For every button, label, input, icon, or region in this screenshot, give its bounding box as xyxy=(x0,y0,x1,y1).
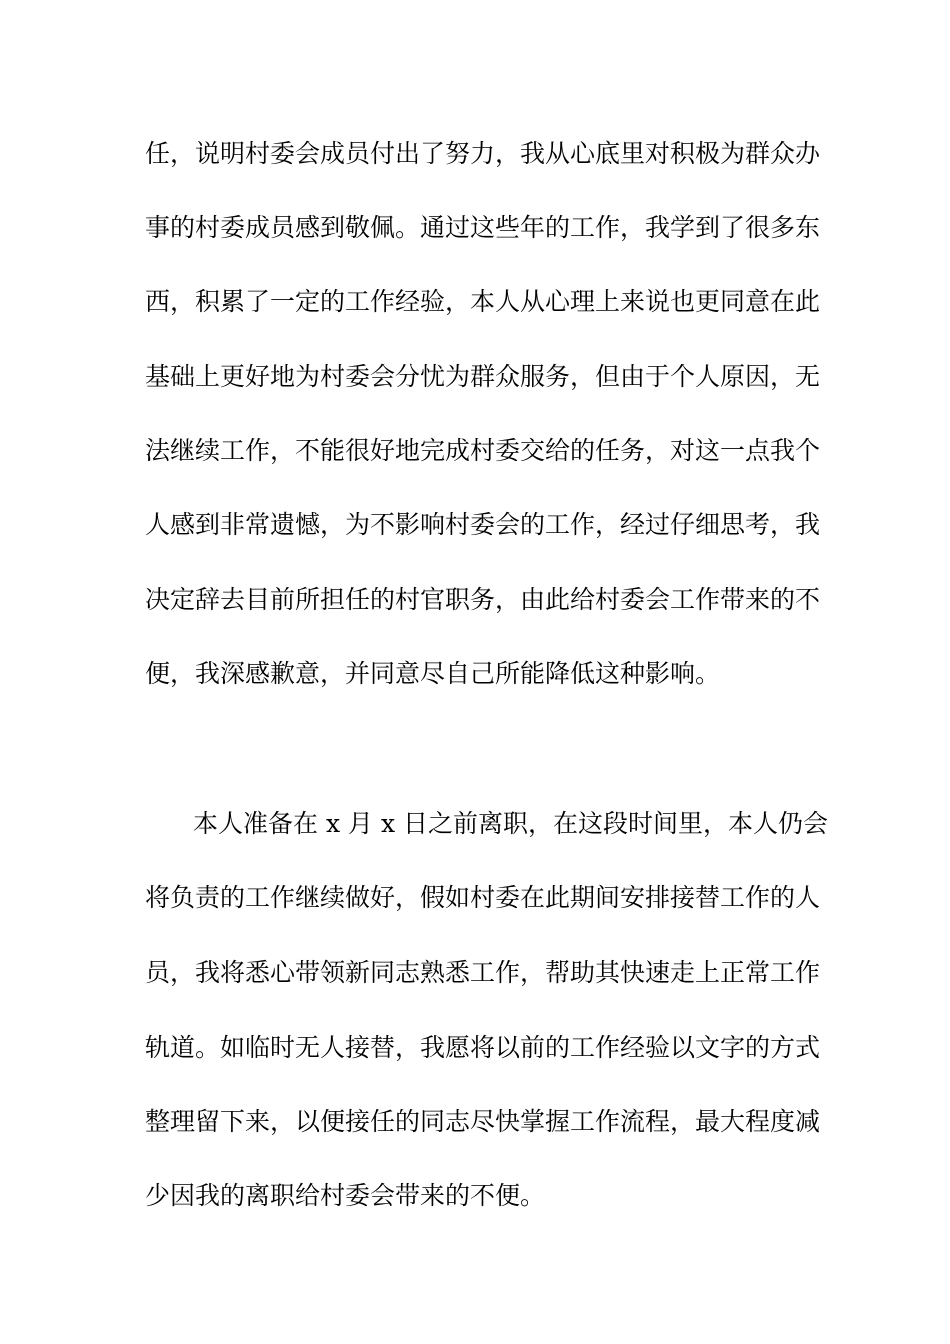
paragraph-line: 整理留下来，以便接任的同志尽快掌握工作流程，最大程度减 xyxy=(145,1107,821,1136)
paragraph-line: 便，我深感歉意，并同意尽自己所能降低这种影响。 xyxy=(145,659,721,688)
paragraph-line: 本人准备在 x 月 x 日之前离职，在这段时间里，本人仍会 xyxy=(193,809,828,838)
paragraph-line: 少因我的离职给村委会带来的不便。 xyxy=(145,1181,546,1210)
paragraph-line: 将负责的工作继续做好，假如村委在此期间安排接替工作的人 xyxy=(145,883,821,912)
paragraph-line: 基础上更好地为村委会分忧为群众服务，但由于个人原因，无 xyxy=(145,362,821,391)
paragraph-line: 人感到非常遗憾，为不影响村委会的工作，经过仔细思考，我 xyxy=(145,510,821,539)
paragraph-line: 西，积累了一定的工作经验，本人从心理上来说也更同意在此 xyxy=(145,287,821,316)
paragraph-line: 决定辞去目前所担任的村官职务，由此给村委会工作带来的不 xyxy=(145,585,821,614)
paragraph-line: 事的村委成员感到敬佩。通过这些年的工作，我学到了很多东 xyxy=(145,213,821,242)
paragraph-line: 法继续工作，不能很好地完成村委交给的任务，对这一点我个 xyxy=(145,436,821,465)
paragraph-line: 员，我将悉心带领新同志熟悉工作，帮助其快速走上正常工作 xyxy=(145,958,821,987)
paragraph-line: 轨道。如临时无人接替，我愿将以前的工作经验以文字的方式 xyxy=(145,1033,821,1062)
paragraph-line: 任，说明村委会成员付出了努力，我从心底里对积极为群众办 xyxy=(145,139,821,168)
